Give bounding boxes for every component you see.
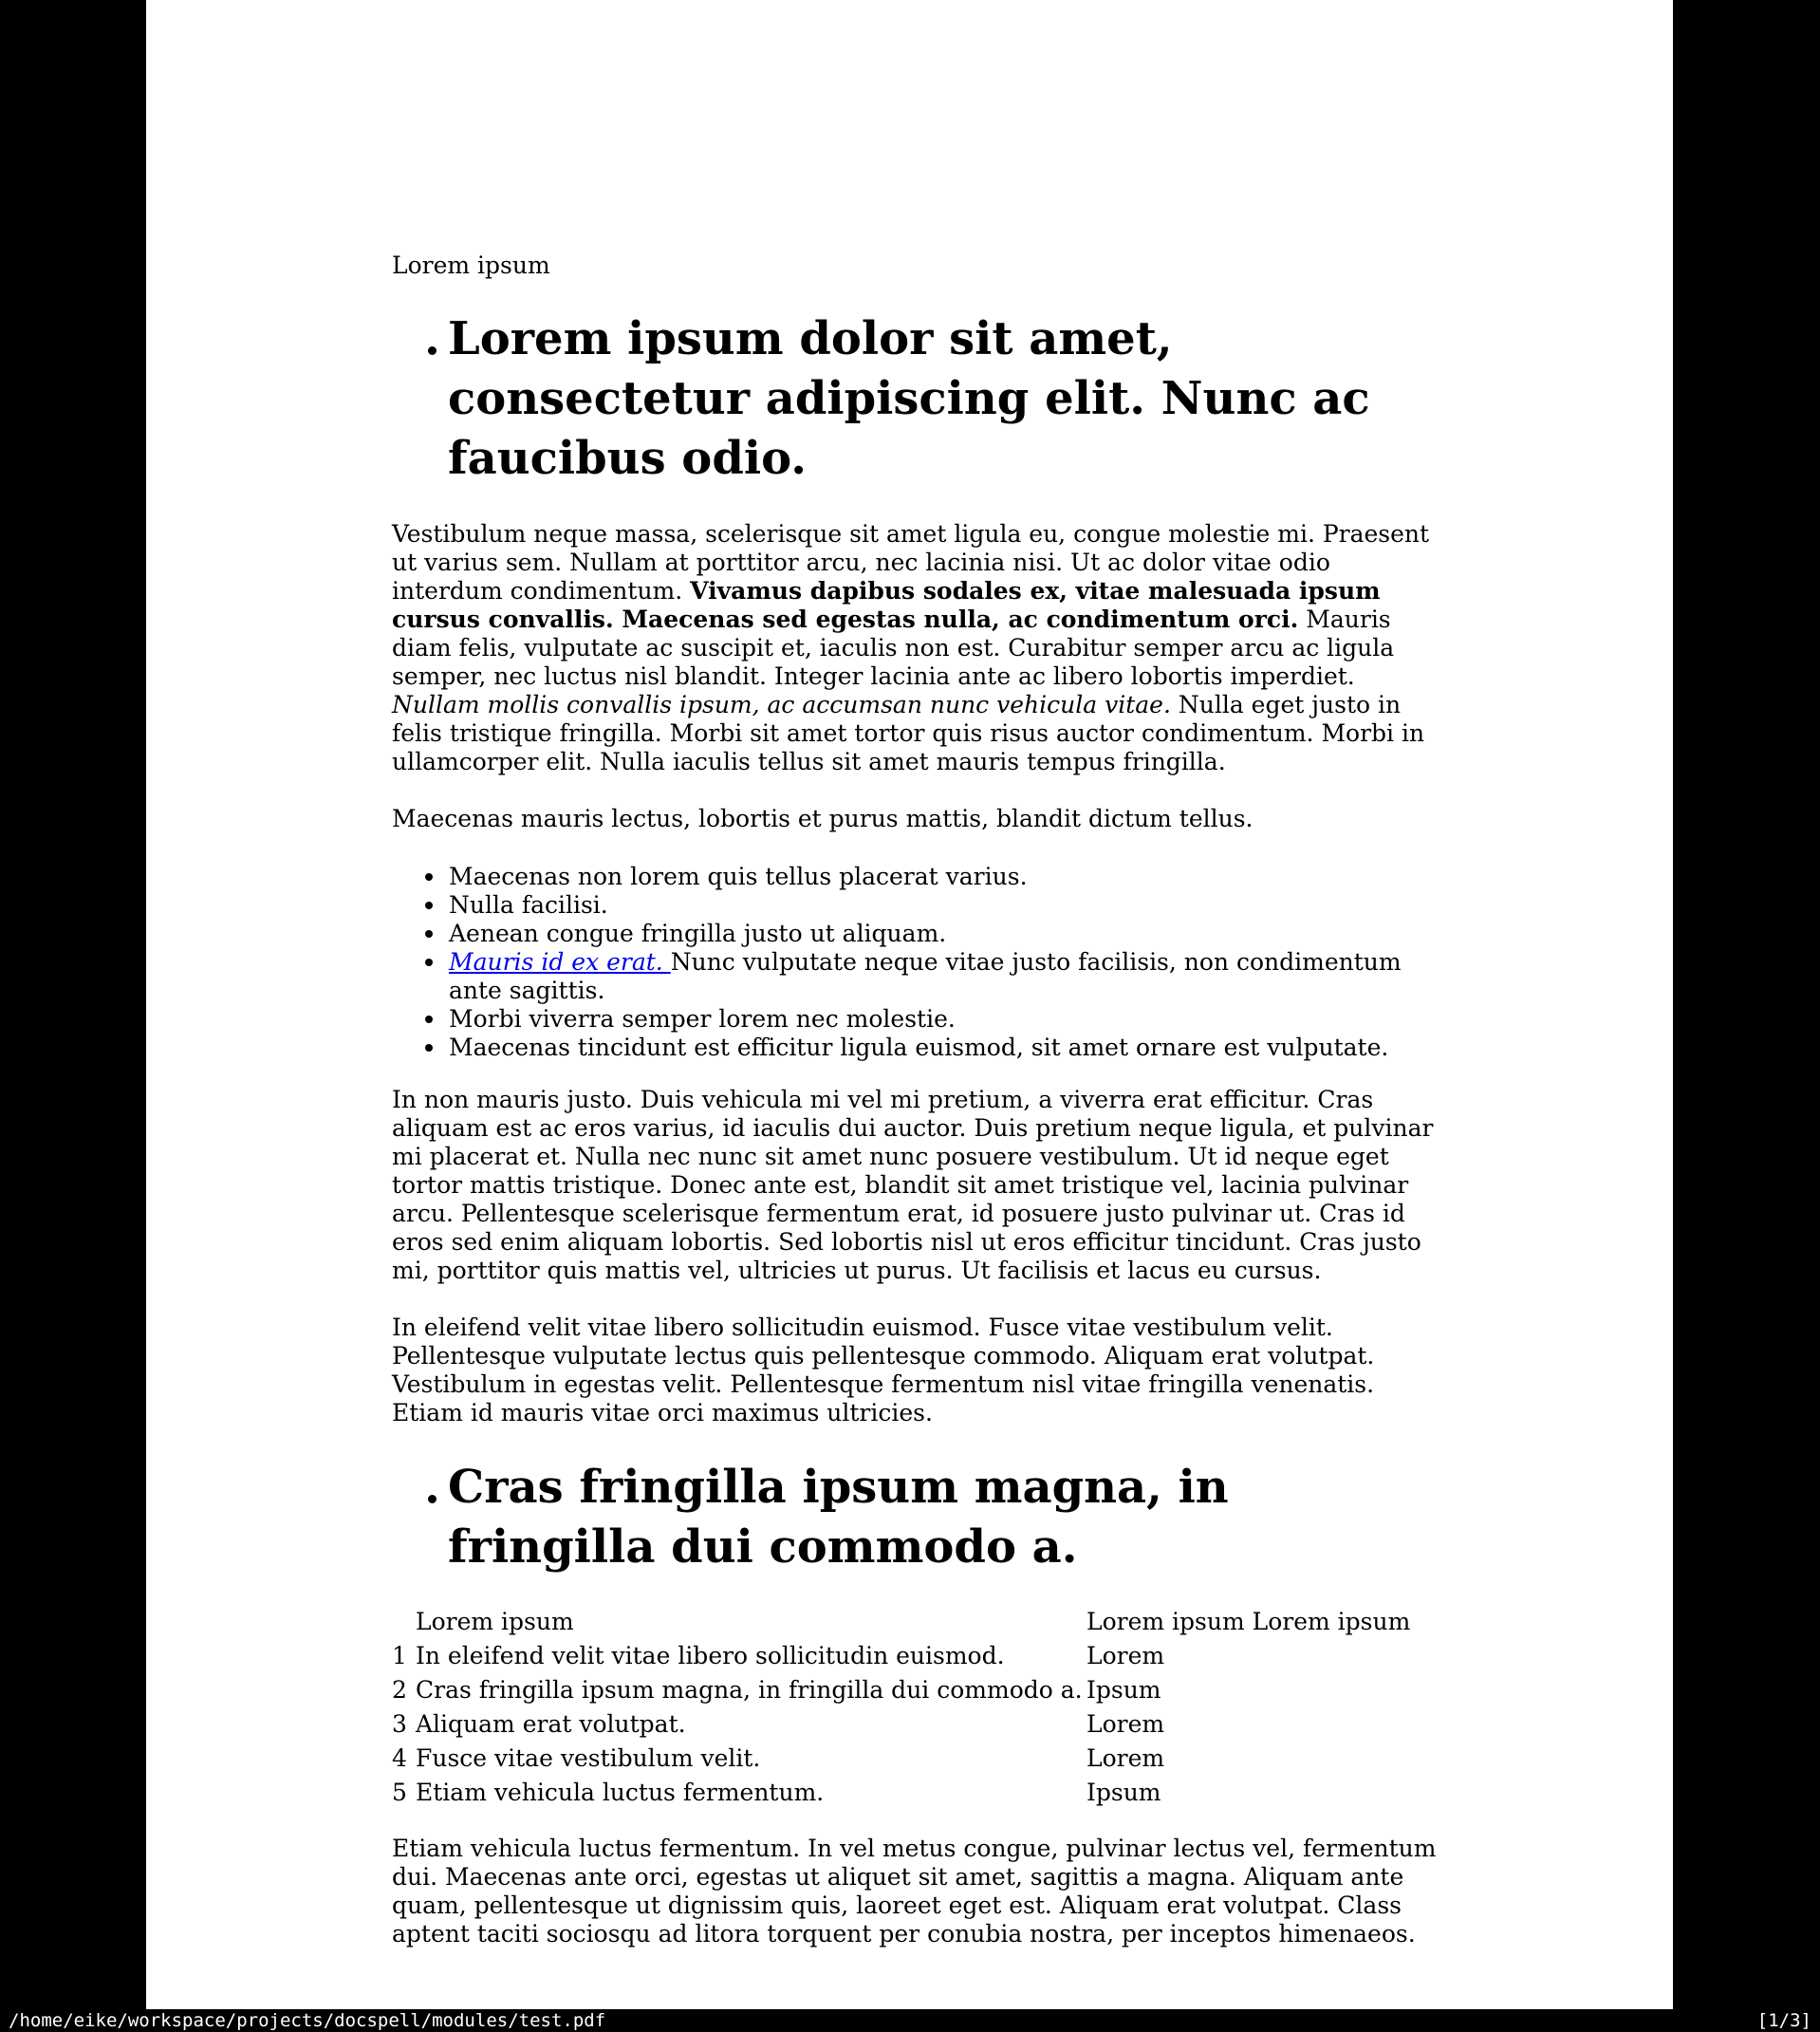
list-item	[392, 1034, 1644, 1062]
list-item	[392, 948, 1644, 977]
text-line: mi, porttitor quis mattis vel, ultricies ut purus. Ut facilisis et lacus eu cursus.	[392, 1257, 1322, 1284]
table-row	[392, 1673, 1644, 1707]
heading-1	[392, 309, 1644, 489]
bullet-icon	[425, 959, 433, 966]
text-line: Vestibulum neque massa, scelerisque sit amet ligula eu, congue molestie mi. Praesent	[392, 520, 1430, 548]
row-number: 3	[392, 1710, 407, 1738]
page-indicator: [1/3]	[1756, 2010, 1811, 2031]
cell-value: Lorem	[1086, 1642, 1165, 1669]
text-line: aptent taciti sociosqu ad litora torquent per conubia nostra, per inceptos himenaeos.	[392, 1920, 1416, 1948]
text-line: semper, nec luctus nisl blandit. Integer lacinia ante ac libero lobortis imperdiet.	[392, 662, 1355, 690]
row-number-spacer	[392, 1605, 416, 1639]
table-header-cell	[392, 1605, 1086, 1639]
text-line: Vestibulum in egestas velit. Pellentesque fermentum nisl vitae fringilla venenatis.	[392, 1370, 1375, 1398]
heading-1-line: Lorem ipsum dolor sit amet,	[448, 312, 1173, 365]
paragraph-3	[392, 1314, 1644, 1427]
cell-value: Lorem	[1086, 1710, 1165, 1738]
table-header-row	[392, 1605, 1644, 1639]
file-path: /home/eike/workspace/projects/docspell/modules/test.pdf	[9, 2010, 606, 2031]
text-line: Etiam id mauris vitae orci maximus ultricies.	[392, 1399, 933, 1426]
text-line: Etiam vehicula luctus fermentum. In vel metus congue, pulvinar lectus vel, fermentum	[392, 1835, 1437, 1862]
text-line: arcu. Pellentesque scelerisque fermentum erat, id posuere justo pulvinar ut. Cras id	[392, 1200, 1405, 1227]
text-line: eros sed enim aliquam lobortis. Sed lobortis nisl ut eros efficitur tincidunt. Cras justo	[392, 1228, 1421, 1256]
bullet-icon	[425, 873, 433, 881]
text-segment: Nulla eget justo in	[1170, 691, 1402, 718]
table-cell	[392, 1673, 1086, 1707]
text-line: mi placerat et. Nulla nec nunc sit amet nunc posuere vestibulum. Ut id neque eget	[392, 1143, 1389, 1170]
list-item-text: Nulla facilisi.	[449, 891, 608, 919]
text-line	[392, 577, 1644, 606]
table-cell	[392, 1707, 1086, 1742]
cell-text: Etiam vehicula luctus fermentum.	[416, 1779, 825, 1806]
bullet-icon	[425, 902, 433, 909]
paragraph-4	[392, 1835, 1644, 1948]
row-number: 1	[392, 1642, 407, 1669]
table-cell	[392, 1776, 1086, 1810]
text-segment: Mauris	[1298, 606, 1391, 633]
cell-text: Aliquam erat volutpat.	[416, 1710, 686, 1738]
cell-text: Fusce vitae vestibulum velit.	[416, 1744, 761, 1772]
heading-1-line: consectetur adipiscing elit. Nunc ac	[448, 372, 1370, 425]
list-item	[392, 891, 1644, 920]
heading-bullet-icon	[428, 1495, 436, 1503]
text-line	[392, 606, 1644, 634]
list-item-text: Morbi viverra semper lorem nec molestie.	[449, 1005, 956, 1033]
text-line: In eleifend velit vitae libero sollicitudin euismod. Fusce vitae vestibulum velit.	[392, 1314, 1333, 1341]
heading-2-line: fringilla dui commodo a.	[448, 1520, 1078, 1574]
bold-text-segment: cursus convallis. Maecenas sed egestas nulla, ac condimentum orci.	[392, 606, 1299, 633]
list-item-wrap-line: ante sagittis.	[449, 977, 605, 1004]
pdf-page[interactable]	[146, 0, 1673, 2009]
text-line: quam, pellentesque ut dignissim quis, laoreet eget est. Aliquam erat volutpat. Class	[392, 1892, 1402, 1919]
italic-text-segment: Nullam mollis convallis ipsum, ac accumsan nunc vehicula vitae.	[392, 691, 1171, 718]
list-item-text: Maecenas tincidunt est efficitur ligula euismod, sit amet ornare est vulputate.	[449, 1034, 1389, 1061]
list-item	[392, 920, 1644, 948]
row-number: 5	[392, 1779, 407, 1806]
heading-1-line: faucibus odio.	[448, 432, 807, 485]
list-item	[392, 863, 1644, 891]
column-header: Lorem ipsum	[416, 1608, 574, 1635]
table-row	[392, 1639, 1644, 1673]
text-segment: interdum condimentum.	[392, 577, 691, 605]
text-line: In non mauris justo. Duis vehicula mi vel mi pretium, a viverra erat efficitur. Cras	[392, 1086, 1374, 1113]
row-number: 4	[392, 1744, 407, 1772]
table-cell	[392, 1742, 1086, 1776]
table-cell	[392, 1639, 1086, 1673]
cell-value: Ipsum	[1086, 1676, 1161, 1704]
list-item-text: Maecenas non lorem quis tellus placerat varius.	[449, 863, 1028, 890]
table-row	[392, 1707, 1644, 1742]
heading-2	[392, 1458, 1644, 1577]
text-line: dui. Maecenas ante orci, egestas ut aliquet sit amet, sagittis a magna. Aliquam ante	[392, 1863, 1404, 1891]
text-line: tortor mattis tristique. Donec ante est, blandit sit amet tristique vel, lacinia pulvinar	[392, 1171, 1409, 1199]
heading-2-line: Cras fringilla ipsum magna, in	[448, 1461, 1229, 1514]
text-line	[392, 691, 1644, 719]
mauris-link[interactable]: Mauris id ex erat.	[449, 948, 671, 976]
text-line: Pellentesque vulputate lectus quis pellentesque commodo. Aliquam erat volutpat.	[392, 1342, 1375, 1370]
paragraph-2	[392, 1086, 1644, 1285]
cell-text: Cras fringilla ipsum magna, in fringilla dui commodo a.	[416, 1676, 1083, 1704]
column-header: Lorem ipsum Lorem ipsum	[1086, 1608, 1411, 1635]
text-line: ut varius sem. Nullam at porttitor arcu, nec lacinia nisi. Ut ac dolor vitae odio	[392, 549, 1330, 576]
table-row	[392, 1776, 1644, 1810]
cell-text: In eleifend velit vitae libero sollicitudin euismod.	[416, 1642, 1005, 1669]
page-content	[146, 0, 1673, 1948]
table-row	[392, 1742, 1644, 1776]
list-item	[392, 1005, 1644, 1034]
list-item-text: Aenean congue fringilla justo ut aliquam.	[449, 920, 947, 947]
bullet-icon	[425, 930, 433, 938]
row-number: 2	[392, 1676, 407, 1704]
text-line: aliquam est ac eros varius, id iaculis dui auctor. Duis pretium neque ligula, et pulvinar	[392, 1114, 1434, 1142]
heading-bullet-icon	[428, 346, 436, 355]
list-item-text: Nunc vulputate neque vitae justo facilisis, non condimentum	[670, 948, 1402, 976]
cell-value: Ipsum	[1086, 1779, 1161, 1806]
bullet-icon	[425, 1044, 433, 1052]
text-line: ullamcorper elit. Nulla iaculis tellus sit amet mauris tempus fringilla.	[392, 748, 1226, 775]
paragraph-intro: Maecenas mauris lectus, lobortis et purus mattis, blandit dictum tellus.	[392, 805, 1254, 832]
bullet-list	[392, 863, 1644, 1062]
bullet-icon	[425, 1016, 433, 1023]
cell-value: Lorem	[1086, 1744, 1165, 1772]
statusbar	[0, 2009, 1820, 2032]
bold-text-segment: Vivamus dapibus sodales ex, vitae malesuada ipsum	[690, 577, 1381, 605]
doc-label: Lorem ipsum	[392, 252, 550, 279]
text-line: felis tristique fringilla. Morbi sit amet tortor quis risus auctor condimentum. Morbi in	[392, 719, 1425, 747]
data-table	[392, 1605, 1644, 1810]
text-line: diam felis, vulputate ac suscipit et, iaculis non est. Curabitur semper arcu ac ligula	[392, 634, 1395, 662]
paragraph-1	[392, 520, 1644, 776]
